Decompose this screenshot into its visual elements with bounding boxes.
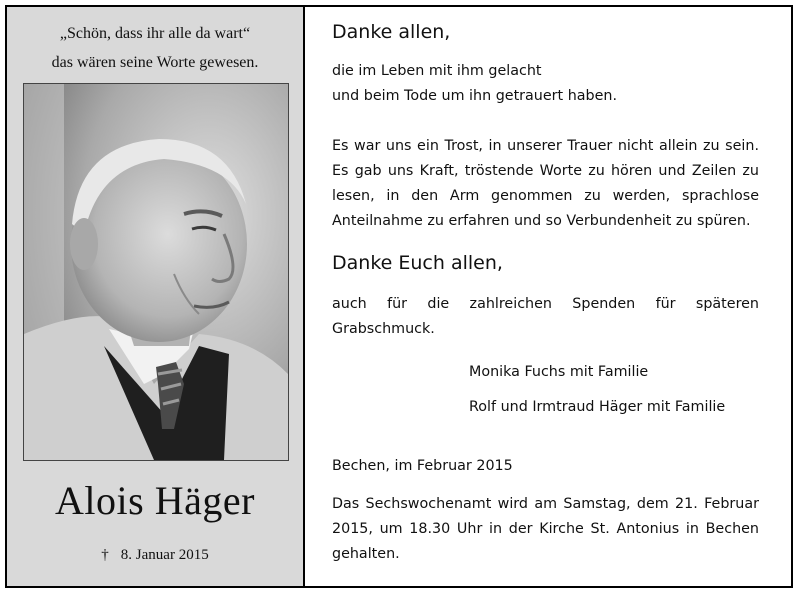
heading-danke-euch-allen: Danke Euch allen, [332, 252, 503, 274]
paragraph-2: Es war uns ein Trost, in unserer Trauer nicht allein zu sein. Es gab uns Kraft, tröstende Worte zu hören und Zeilen zu lesen, in den Arm genommen zu werden, sprachlose Anteilnahme zu erfahren und so Verbundenheit zu spüren. [332, 138, 759, 229]
death-date: 8. Januar 2015 [120, 547, 209, 563]
signature-1: Monika Fuchs mit Familie [469, 364, 649, 380]
deceased-name: Alois Häger [55, 478, 255, 523]
obituary-card [5, 5, 793, 588]
paragraph-1: die im Leben mit ihm gelacht und beim Tode um ihn getrauert haben. [332, 63, 617, 104]
heading-danke-allen: Danke allen, [332, 21, 451, 43]
death-line [7, 547, 303, 564]
cross-icon: † [101, 547, 109, 563]
quote-line-1: „Schön, dass ihr alle da wart“ [59, 25, 251, 42]
paragraph-3: auch für die zahlreichen Spenden für späteren Grabschmuck. [332, 296, 759, 337]
signature-2: Rolf und Irmtraud Häger mit Familie [469, 399, 726, 415]
portrait-illustration [24, 84, 288, 460]
place-date: Bechen, im Februar 2015 [332, 458, 513, 474]
quote-line-2: das wären seine Worte gewesen. [51, 54, 259, 71]
portrait-photo [23, 83, 289, 461]
paragraph-4: Das Sechswochenamt wird am Samstag, dem 21. Februar 2015, um 18.30 Uhr in der Kirche St. Antonius in Bechen gehalten. [332, 496, 759, 562]
left-panel [7, 7, 305, 586]
